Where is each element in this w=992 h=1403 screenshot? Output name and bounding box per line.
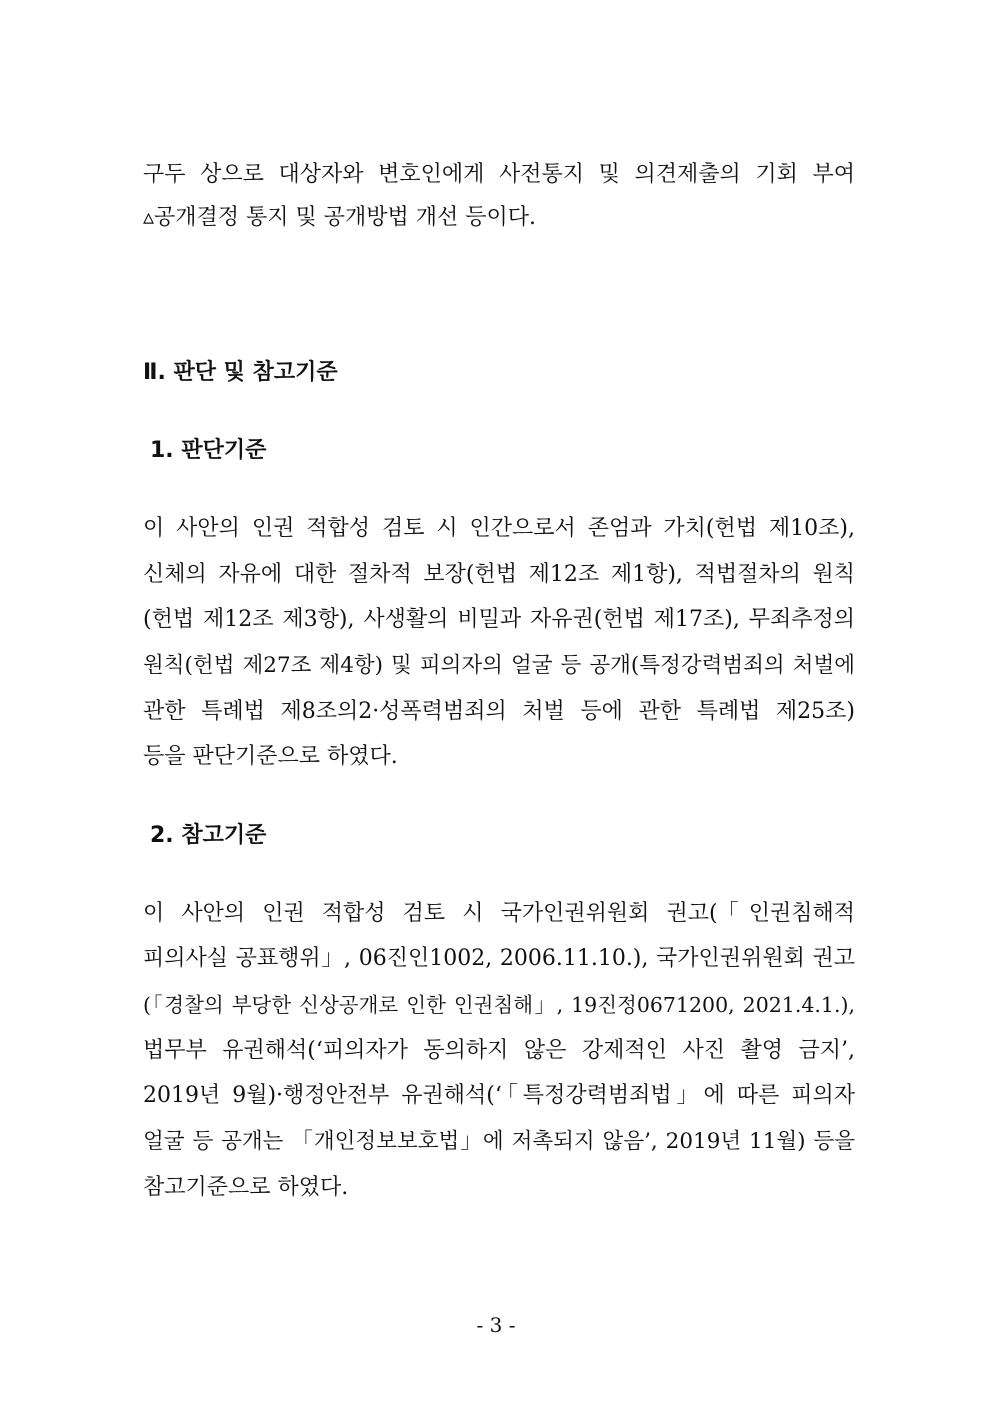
text-line: 피의사실 공표행위」, 06진인1002, 2006.11.10.), 국가인권위원회 권고 [143,946,855,971]
text-line: 등을 판단기준으로 하였다. [143,744,398,769]
subsection-heading-1: 1. 판단기준 [150,438,267,463]
text-line: 신체의 자유에 대한 절차적 보장(헌법 제12조 제1항), 적법절차의 원칙 [143,562,855,587]
text-line: 법무부 유권해석(‘피의자가 동의하지 않은 강제적인 사진 촬영 금지’, [143,1038,855,1063]
text-line: 참고기준으로 하였다. [143,1175,349,1200]
text-line: 구두 상으로 대상자와 변호인에게 사전통지 및 의견제출의 기회 부여 [143,162,855,187]
text-line: 관한 특례법 제8조의2·성폭력범죄의 처벌 등에 관한 특례법 제25조) [143,699,855,724]
text-line: 이 사안의 인권 적합성 검토 시 인간으로서 존엄과 가치(헌법 제10조), [143,516,855,541]
text-line: (헌법 제12조 제3항), 사생활의 비밀과 자유권(헌법 제17조), 무죄추정의 [143,607,855,632]
text-line: 이 사안의 인권 적합성 검토 시 국가인권위원회 권고(「인권침해적 [143,901,855,926]
text-line: 2019년 9월)·행정안전부 유권해석(‘「특정강력범죄법」에 따른 피의자 [143,1083,855,1108]
text-line: 원칙(헌법 제27조 제4항) 및 피의자의 얼굴 등 공개(특정강력범죄의 처벌에 [143,653,855,678]
text-line: 얼굴 등 공개는 「개인정보보호법」에 저촉되지 않음’, 2019년 11월) 등을 [143,1129,855,1154]
text-line: ▵공개결정 통지 및 공개방법 개선 등이다. [143,205,537,230]
text-line: (「경찰의 부당한 신상공개로 인한 인권침해」, 19진정0671200, 2021.4.1.), [143,993,855,1017]
page-number: - 3 - [476,1313,516,1337]
section-heading: Ⅱ. 판단 및 참고기준 [143,360,338,385]
subsection-heading-2: 2. 참고기준 [150,823,267,848]
